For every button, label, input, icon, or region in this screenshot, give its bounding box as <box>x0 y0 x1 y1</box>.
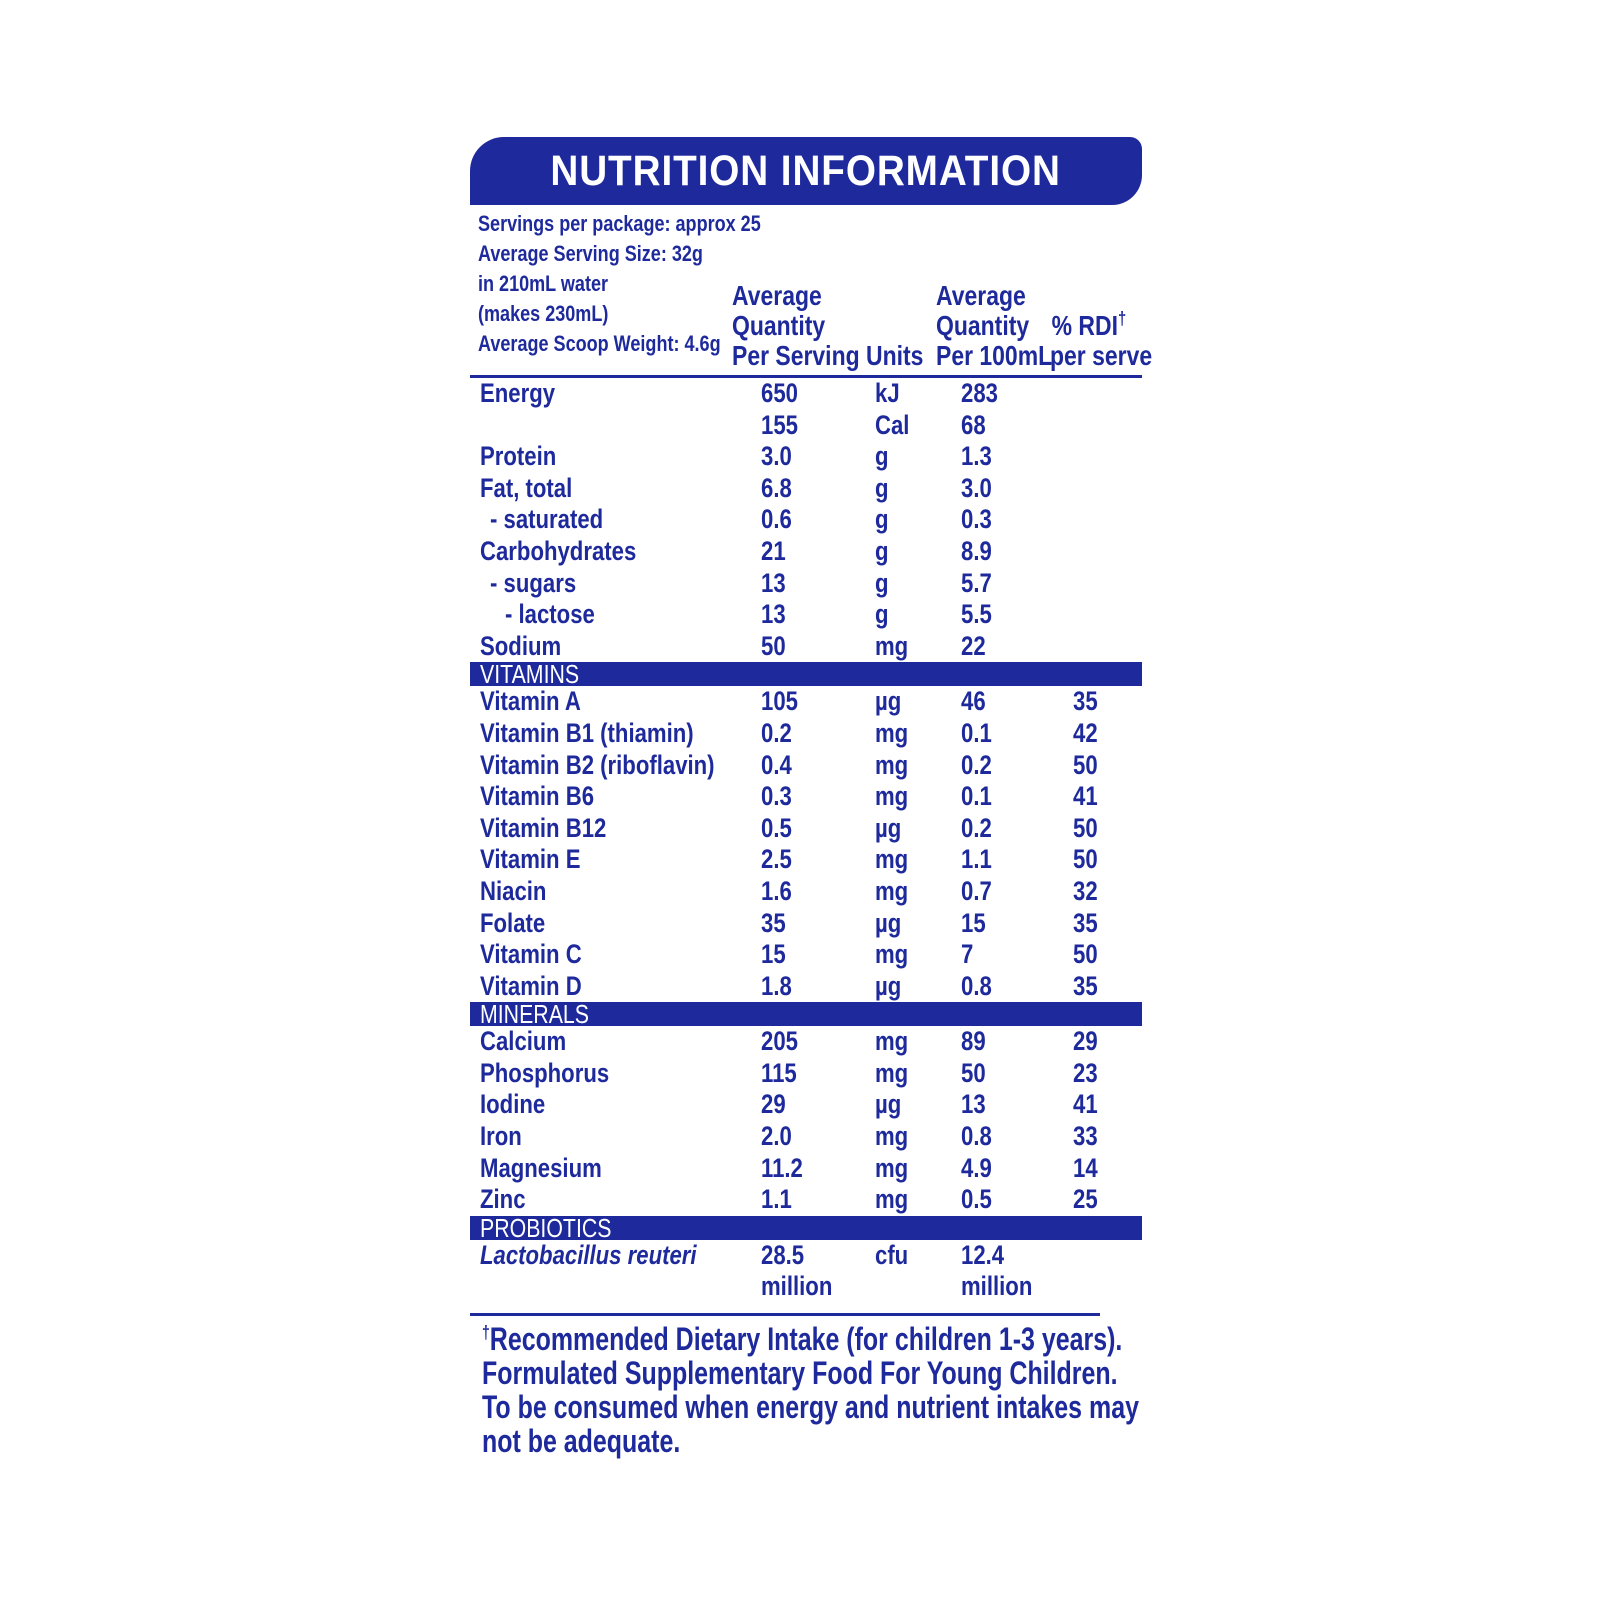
unit-label: µg <box>875 686 902 717</box>
table-row <box>470 536 1142 568</box>
rdi-value: 50 <box>1073 749 1098 780</box>
unit-label: Cal <box>875 409 910 440</box>
rdi-value: 50 <box>1073 812 1098 843</box>
per-100ml-value: 1.3 <box>961 441 992 472</box>
column-header-per-serving: Average Quantity Per Serving <box>732 280 860 371</box>
rdi-value: 50 <box>1073 844 1098 875</box>
rdi-value: 32 <box>1073 875 1098 906</box>
makes-amount: (makes 230mL) <box>478 301 609 326</box>
table-row <box>470 781 1142 813</box>
column-header-units: Units <box>866 340 924 371</box>
unit-label: µg <box>875 1089 902 1120</box>
per-serving-value: 13 <box>761 599 786 630</box>
rdi-value: 41 <box>1073 1089 1098 1120</box>
panel-title: NUTRITION INFORMATION <box>550 146 1062 195</box>
nutrient-name: Vitamin A <box>480 686 581 717</box>
usage-note-line2: not be adequate. <box>482 1422 681 1459</box>
table-row <box>470 568 1142 600</box>
nutrient-name: Magnesium <box>480 1152 602 1183</box>
column-header-rdi: % RDI† per serve <box>1050 308 1153 371</box>
footnote <box>482 1320 1139 1459</box>
product-classification: Formulated Supplementary Food For Young Children. <box>482 1354 1118 1391</box>
per-100ml-value: 3.0 <box>961 472 992 503</box>
unit-label: mg <box>875 875 909 906</box>
water-amount: in 210mL water <box>478 271 609 296</box>
rdi-value: 23 <box>1073 1057 1098 1088</box>
nutrient-name: Vitamin B12 <box>480 812 607 843</box>
unit-label: mg <box>875 630 909 661</box>
per-100ml-value: 0.3 <box>961 504 992 535</box>
nutrient-name: - sugars <box>490 567 577 598</box>
unit-label: µg <box>875 812 902 843</box>
per-100ml-value: 0.2 <box>961 812 992 843</box>
nutrient-name: Vitamin D <box>480 970 582 1001</box>
rdi-value: 35 <box>1073 970 1098 1001</box>
nutrient-name: Vitamin E <box>480 844 581 875</box>
per-100ml-value: 5.5 <box>961 599 992 630</box>
nutrient-name: Energy <box>480 378 556 408</box>
usage-note-line1: To be consumed when energy and nutrient intakes may <box>482 1388 1139 1425</box>
table-row <box>470 750 1142 782</box>
rdi-value: 33 <box>1073 1121 1098 1152</box>
footnote-divider <box>470 1313 1100 1316</box>
nutrient-name: Iron <box>480 1121 522 1152</box>
unit-label: mg <box>875 1121 909 1152</box>
table-row <box>470 939 1142 971</box>
unit-label: mg <box>875 1184 909 1215</box>
unit-label: mg <box>875 844 909 875</box>
per-100ml-value: 0.1 <box>961 717 992 748</box>
unit-label: g <box>875 567 889 598</box>
probiotic-unit: cfu <box>875 1239 909 1270</box>
table-row <box>470 504 1142 536</box>
table-row <box>470 1121 1142 1153</box>
table-row <box>470 378 1142 410</box>
table-row <box>470 971 1142 1003</box>
unit-label: g <box>875 535 889 566</box>
nutrient-name: Zinc <box>480 1184 526 1215</box>
nutrient-name: Vitamin B6 <box>480 781 595 812</box>
table-row <box>470 686 1142 718</box>
per-serving-value: 13 <box>761 567 786 598</box>
per-serving-value: 0.6 <box>761 504 792 535</box>
per-100ml-value: 0.8 <box>961 970 992 1001</box>
per-100ml-value: 0.1 <box>961 781 992 812</box>
table-row <box>470 1153 1142 1185</box>
nutrition-panel <box>470 137 1153 1459</box>
table-row <box>470 813 1142 845</box>
unit-label: g <box>875 504 889 535</box>
per-100ml-value: 0.7 <box>961 875 992 906</box>
unit-label: mg <box>875 1152 909 1183</box>
nutrient-name: Vitamin B1 (thiamin) <box>480 717 694 748</box>
table-row <box>470 908 1142 940</box>
per-serving-value: 6.8 <box>761 472 792 503</box>
per-serving-value: 1.8 <box>761 970 792 1001</box>
probiotic-per100: 12.4 million <box>961 1239 1033 1302</box>
servings-per-package: Servings per package: approx 25 <box>478 211 761 236</box>
table-row <box>470 1058 1142 1090</box>
unit-label: µg <box>875 907 902 938</box>
nutrient-name: Fat, total <box>480 472 573 503</box>
per-serving-value: 21 <box>761 535 786 566</box>
unit-label: g <box>875 599 889 630</box>
per-serving-value: 0.3 <box>761 781 792 812</box>
per-100ml-value: 22 <box>961 630 986 661</box>
nutrient-name: Carbohydrates <box>480 535 637 566</box>
per-serving-value: 1.6 <box>761 875 792 906</box>
nutrient-name: Iodine <box>480 1089 546 1120</box>
per-serving-value: 3.0 <box>761 441 792 472</box>
rdi-footnote: Recommended Dietary Intake (for children 1-3 years). <box>489 1320 1123 1357</box>
per-100ml-value: 0.8 <box>961 1121 992 1152</box>
average-serving-size: Average Serving Size: 32g <box>478 241 703 266</box>
per-100ml-value: 7 <box>961 939 974 970</box>
per-100ml-value: 8.9 <box>961 535 992 566</box>
per-serving-value: 2.5 <box>761 844 792 875</box>
unit-label: mg <box>875 939 909 970</box>
rdi-value: 29 <box>1073 1026 1098 1057</box>
per-serving-value: 35 <box>761 907 786 938</box>
table-row <box>470 599 1142 631</box>
probiotics-section-header: PROBIOTICS <box>470 1216 1142 1240</box>
table-row <box>470 844 1142 876</box>
per-100ml-value: 89 <box>961 1026 986 1057</box>
vitamins-section-header: VITAMINS <box>470 662 1142 686</box>
unit-label: mg <box>875 749 909 780</box>
table-row <box>470 441 1142 473</box>
unit-label: mg <box>875 781 909 812</box>
table-header <box>470 205 1153 375</box>
per-serving-value: 105 <box>761 686 798 717</box>
nutrient-name: Calcium <box>480 1026 567 1057</box>
per-serving-value: 2.0 <box>761 1121 792 1152</box>
nutrient-name: Phosphorus <box>480 1057 610 1088</box>
unit-label: kJ <box>875 378 900 408</box>
rdi-value: 41 <box>1073 781 1098 812</box>
title-bar <box>470 137 1142 205</box>
minerals-section-header: MINERALS <box>470 1002 1142 1026</box>
nutrient-name: Protein <box>480 441 557 472</box>
unit-label: g <box>875 472 889 503</box>
unit-label: mg <box>875 1057 909 1088</box>
per-serving-value: 29 <box>761 1089 786 1120</box>
per-100ml-value: 5.7 <box>961 567 992 598</box>
unit-label: g <box>875 441 889 472</box>
serving-info <box>478 209 761 359</box>
nutrient-name: - lactose <box>505 599 595 630</box>
table-row <box>470 473 1142 505</box>
rdi-value: 14 <box>1073 1152 1098 1183</box>
per-serving-value: 50 <box>761 630 786 661</box>
per-100ml-value: 4.9 <box>961 1152 992 1183</box>
per-serving-value: 15 <box>761 939 786 970</box>
unit-label: mg <box>875 1026 909 1057</box>
dagger-mark: † <box>482 1322 490 1343</box>
nutrient-name: Vitamin C <box>480 939 582 970</box>
table-row <box>470 410 1142 442</box>
rdi-value: 50 <box>1073 939 1098 970</box>
per-serving-value: 11.2 <box>761 1152 803 1183</box>
scoop-weight: Average Scoop Weight: 4.6g <box>478 331 721 356</box>
per-100ml-value: 46 <box>961 686 986 717</box>
unit-label: mg <box>875 717 909 748</box>
table-row <box>470 1184 1142 1216</box>
per-serving-value: 0.2 <box>761 717 792 748</box>
per-serving-value: 0.5 <box>761 812 792 843</box>
probiotic-serving: 28.5 million <box>761 1239 833 1302</box>
per-100ml-value: 68 <box>961 409 986 440</box>
table-row <box>470 876 1142 908</box>
per-100ml-value: 0.5 <box>961 1184 992 1215</box>
per-100ml-value: 0.2 <box>961 749 992 780</box>
table-row <box>470 631 1142 663</box>
per-100ml-value: 15 <box>961 907 986 938</box>
per-100ml-value: 283 <box>961 378 998 408</box>
rdi-value: 35 <box>1073 686 1098 717</box>
table-row <box>470 1240 1142 1303</box>
rdi-value: 35 <box>1073 907 1098 938</box>
per-serving-value: 205 <box>761 1026 798 1057</box>
per-serving-value: 115 <box>761 1057 797 1088</box>
table-row <box>470 718 1142 750</box>
per-serving-value: 650 <box>761 378 798 408</box>
column-header-per-100ml: Average Quantity Per 100mL <box>936 280 1053 371</box>
table-row <box>470 1026 1142 1058</box>
per-100ml-value: 50 <box>961 1057 986 1088</box>
per-serving-value: 0.4 <box>761 749 792 780</box>
nutrient-name: Vitamin B2 (riboflavin) <box>480 749 715 780</box>
nutrient-name: - saturated <box>490 504 604 535</box>
probiotic-name: Lactobacillus reuteri <box>480 1239 697 1270</box>
table-row <box>470 1089 1142 1121</box>
per-serving-value: 155 <box>761 409 798 440</box>
unit-label: µg <box>875 970 902 1001</box>
nutrient-name: Folate <box>480 907 546 938</box>
per-100ml-value: 13 <box>961 1089 986 1120</box>
nutrient-name: Sodium <box>480 630 562 661</box>
rdi-value: 25 <box>1073 1184 1098 1215</box>
nutrient-name: Niacin <box>480 875 547 906</box>
per-serving-value: 1.1 <box>761 1184 792 1215</box>
dagger-mark: † <box>1117 308 1127 329</box>
per-100ml-value: 1.1 <box>961 844 992 875</box>
rdi-value: 42 <box>1073 717 1098 748</box>
